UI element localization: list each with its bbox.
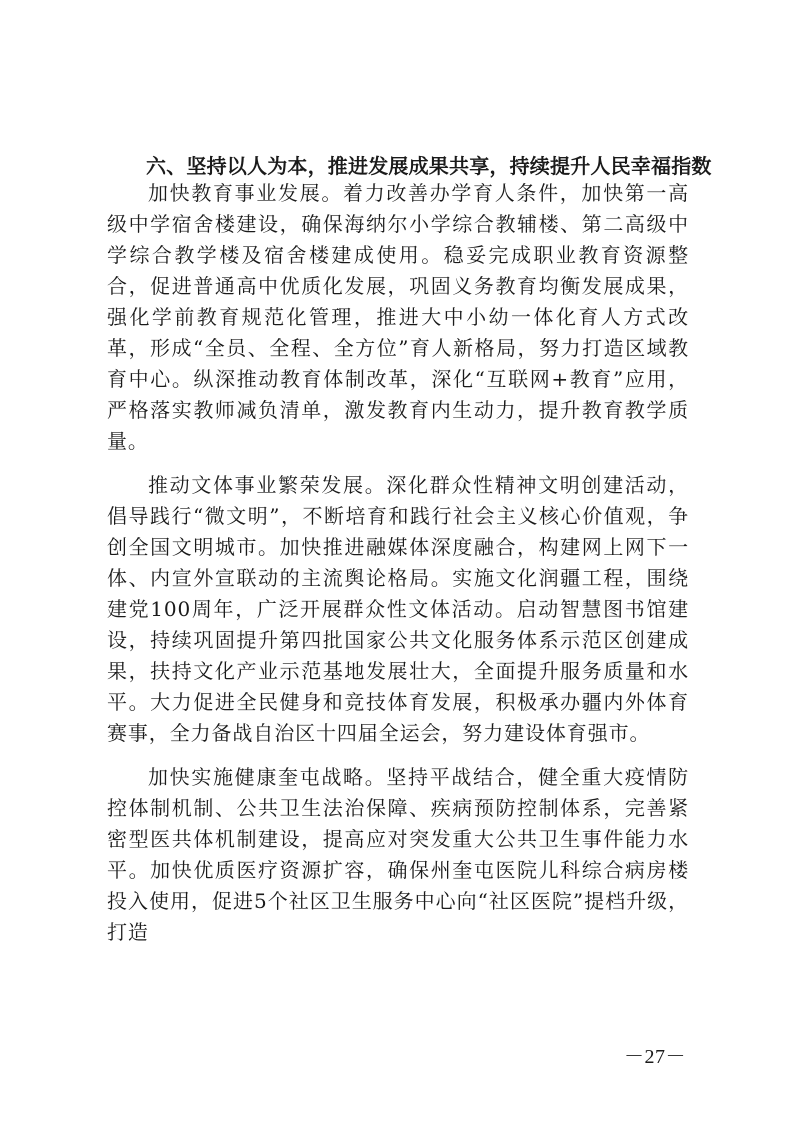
paragraph-lead: 推动文体事业繁荣发展。 bbox=[148, 473, 387, 497]
paragraph-lead: 加快实施健康奎屯战略。 bbox=[148, 765, 387, 789]
section-heading: 六、坚持以人为本，推进发展成果共享，持续提升人民幸福指数 bbox=[146, 154, 712, 178]
paragraph-education bbox=[107, 178, 689, 457]
body-text bbox=[107, 178, 689, 948]
paragraph-text: 深化群众性精神文明创建活动，倡导践行“微文明”，不断培育和践行社会主义核心价值观，争创全国文明城市。加快推进融媒体深度融合，构建网上网下一体、内宣外宣联动的主流舆论格局。实施文化润疆工程，围绕建党100周年，广泛开展群众性文体活动。启动智慧图书馆建设，持续巩固提升第四批国家公共文化服务体系示范区创建成果，扶持文化产业示范基地发展壮大，全面提升服务质量和水平。大力促进全民健身和竞技体育发展，积极承办疆内外体育赛事，全力备战自治区十四届全运会，努力建设体育强市。 bbox=[107, 473, 689, 745]
paragraph-lead: 加快教育事业发展。 bbox=[148, 181, 344, 205]
paragraph-culture-sports bbox=[107, 470, 689, 749]
paragraph-text: 坚持平战结合，健全重大疫情防控体制机制、公共卫生法治保障、疾病预防控制体系，完善紧密型医共体机制建设，提高应对突发重大公共卫生事件能力水平。加快优质医疗资源扩容，确保州奎屯医院儿科综合病房楼投入使用，促进5个社区卫生服务中心向“社区医院”提档升级，打造 bbox=[107, 765, 689, 944]
paragraph-text: 着力改善办学育人条件，加快第一高级中学宿舍楼建设，确保海纳尔小学综合教辅楼、第二高级中学综合教学楼及宿舍楼建成使用。稳妥完成职业教育资源整合，促进普通高中优质化发展，巩固义务教育均衡发展成果，强化学前教育规范化管理，推进大中小幼一体化育人方式改革，形成“全员、全程、全方位”育人新格局，努力打造区域教育中心。纵深推动教育体制改革，深化“互联网+教育”应用，严格落实教师减负清单，激发教育内生动力，提升教育教学质量。 bbox=[107, 181, 689, 453]
paragraph-health bbox=[107, 762, 689, 948]
page-number: －27－ bbox=[624, 1046, 686, 1068]
